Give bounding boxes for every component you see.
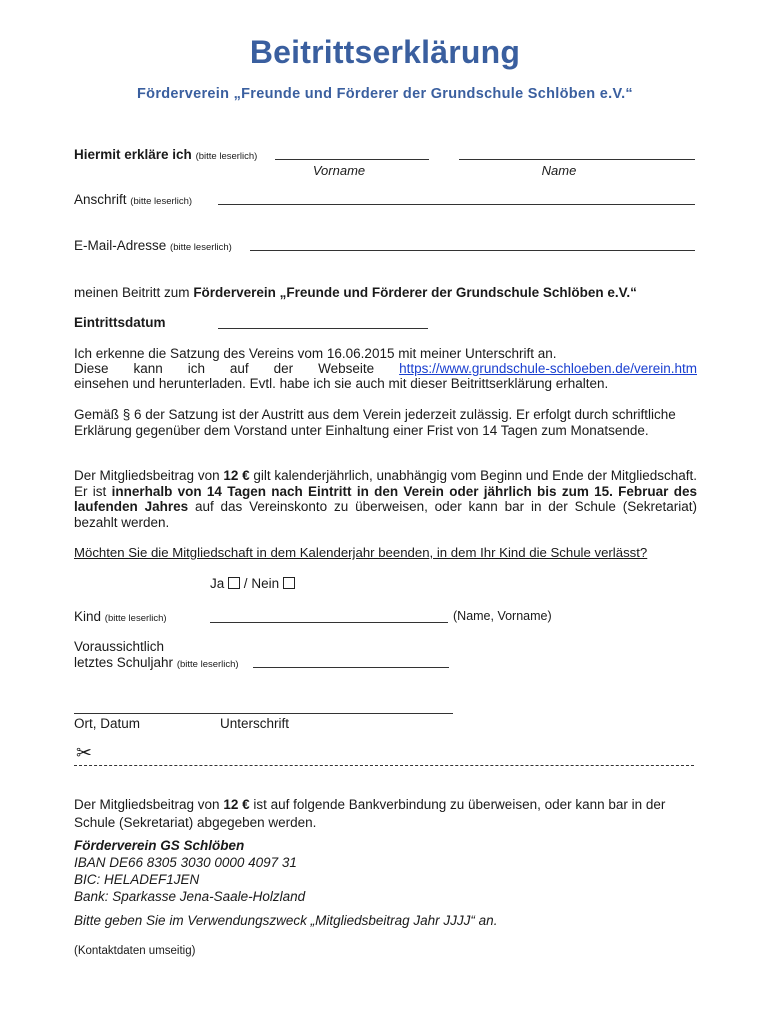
fee-text-3: auf das Vereinskonto zu überweisen, oder kann bar in der Schule (Sekretariat) bezahlt werden. xyxy=(74,499,697,530)
statement-prefix: meinen Beitritt zum xyxy=(74,285,190,300)
end-question: Möchten Sie die Mitgliedschaft in dem Kalenderjahr beenden, in dem Ihr Kind die Schule verlässt? xyxy=(74,545,648,560)
contact-note: (Kontaktdaten umseitig) xyxy=(74,945,196,957)
email-row xyxy=(74,238,232,253)
bank-intro-2: ist auf folgende Bankverbindung zu überweisen, oder kann bar in der Schule (Sekretariat) abgegeben werden. xyxy=(74,797,666,830)
child-row xyxy=(74,609,167,624)
signature-label: Unterschrift xyxy=(220,716,290,731)
intro-label: Hiermit erkläre ich xyxy=(74,147,192,162)
first-name-label: Vorname xyxy=(312,163,366,178)
reference-note: Bitte geben Sie im Verwendungszweck „Mitgliedsbeitrag Jahr JJJJ“ an. xyxy=(74,913,498,928)
school-year-label-2: letztes Schuljahr xyxy=(74,655,174,670)
address-row xyxy=(74,192,192,207)
email-field[interactable] xyxy=(250,250,695,251)
bank-amount: 12 € xyxy=(223,797,250,812)
cut-line xyxy=(74,765,694,766)
legible-hint: (bitte leserlich) xyxy=(195,151,258,162)
fee-deadline: innerhalb von 14 Tagen nach Eintritt in den Verein oder jährlich bis zum 15. Februar des laufenden Jahres xyxy=(74,483,697,514)
email-label: E-Mail-Adresse xyxy=(74,238,167,253)
account-holder: Förderverein GS Schlöben xyxy=(74,838,245,853)
legible-hint: (bitte leserlich) xyxy=(104,613,167,624)
last-name-label: Name xyxy=(541,163,577,178)
address-label: Anschrift xyxy=(74,192,127,207)
fee-text-2: gilt kalenderjährlich, unabhängig vom Beginn und Ende der Mitgliedschaft. Er ist xyxy=(74,468,697,499)
no-label: Nein xyxy=(251,576,280,591)
place-date-label: Ort, Datum xyxy=(74,716,141,731)
page-subtitle: Förderverein „Freunde und Förderer der Grundschule Schlöben e.V.“ xyxy=(137,86,633,102)
yes-no-choice xyxy=(210,576,295,591)
school-year-label-1: Voraussichtlich xyxy=(74,639,165,654)
statutes-line-1: Ich erkenne die Satzung des Vereins vom 16.06.2015 mit meiner Unterschrift an. xyxy=(74,346,557,361)
fee-text-1: Der Mitgliedsbeitrag von xyxy=(74,468,220,483)
no-checkbox[interactable] xyxy=(283,577,295,589)
exit-paragraph: Gemäß § 6 der Satzung ist der Austritt aus dem Verein jederzeit zulässig. Er erfolgt durch schriftliche Erklärung gegenüber dem Vorstand unter Einhaltung einer Frist von 14 Tagen zum Monatsende. xyxy=(74,407,676,438)
address-field[interactable] xyxy=(218,204,695,205)
statutes-line-2-text: Diese kann ich auf der Webseite xyxy=(74,361,375,376)
iban: IBAN DE66 8305 3030 0000 4097 31 xyxy=(74,855,297,870)
statutes-link[interactable]: https://www.grundschule-schloeben.de/verein.htm xyxy=(399,361,697,376)
school-year-row xyxy=(74,655,239,670)
membership-statement xyxy=(74,285,637,300)
entry-date-field[interactable] xyxy=(218,328,428,329)
page-title: Beitrittserklärung xyxy=(249,34,521,70)
legible-hint: (bitte leserlich) xyxy=(176,659,239,670)
child-label: Kind xyxy=(74,609,102,624)
bank-intro-1: Der Mitgliedsbeitrag von xyxy=(74,797,220,812)
fee-amount: 12 € xyxy=(223,468,250,483)
signature-field[interactable] xyxy=(74,713,453,714)
bank-name: Bank: Sparkasse Jena-Saale-Holzland xyxy=(74,889,306,904)
scissors-icon: ✂ xyxy=(76,742,92,764)
last-name-field[interactable] xyxy=(459,159,695,160)
first-name-field[interactable] xyxy=(275,159,429,160)
bic: BIC: HELADEF1JEN xyxy=(74,872,200,887)
school-year-field[interactable] xyxy=(253,667,449,668)
choice-separator: / xyxy=(243,576,248,591)
statutes-line-2 xyxy=(74,361,697,377)
fee-paragraph xyxy=(74,468,697,530)
legible-hint: (bitte leserlich) xyxy=(170,242,232,253)
applicant-intro xyxy=(74,147,257,162)
bank-intro xyxy=(74,796,697,832)
child-name-field[interactable] xyxy=(210,622,448,623)
yes-label: Ja xyxy=(210,576,225,591)
statutes-line-3: einsehen und herunterladen. Evtl. habe ich sie auch mit dieser Beitrittserklärung erhalten. xyxy=(74,376,609,391)
entry-date-label: Eintrittsdatum xyxy=(74,315,166,330)
legible-hint: (bitte leserlich) xyxy=(130,196,193,207)
yes-checkbox[interactable] xyxy=(228,577,240,589)
child-name-hint: (Name, Vorname) xyxy=(453,609,552,623)
statement-org: Förderverein „Freunde und Förderer der Grundschule Schlöben e.V.“ xyxy=(193,285,637,300)
